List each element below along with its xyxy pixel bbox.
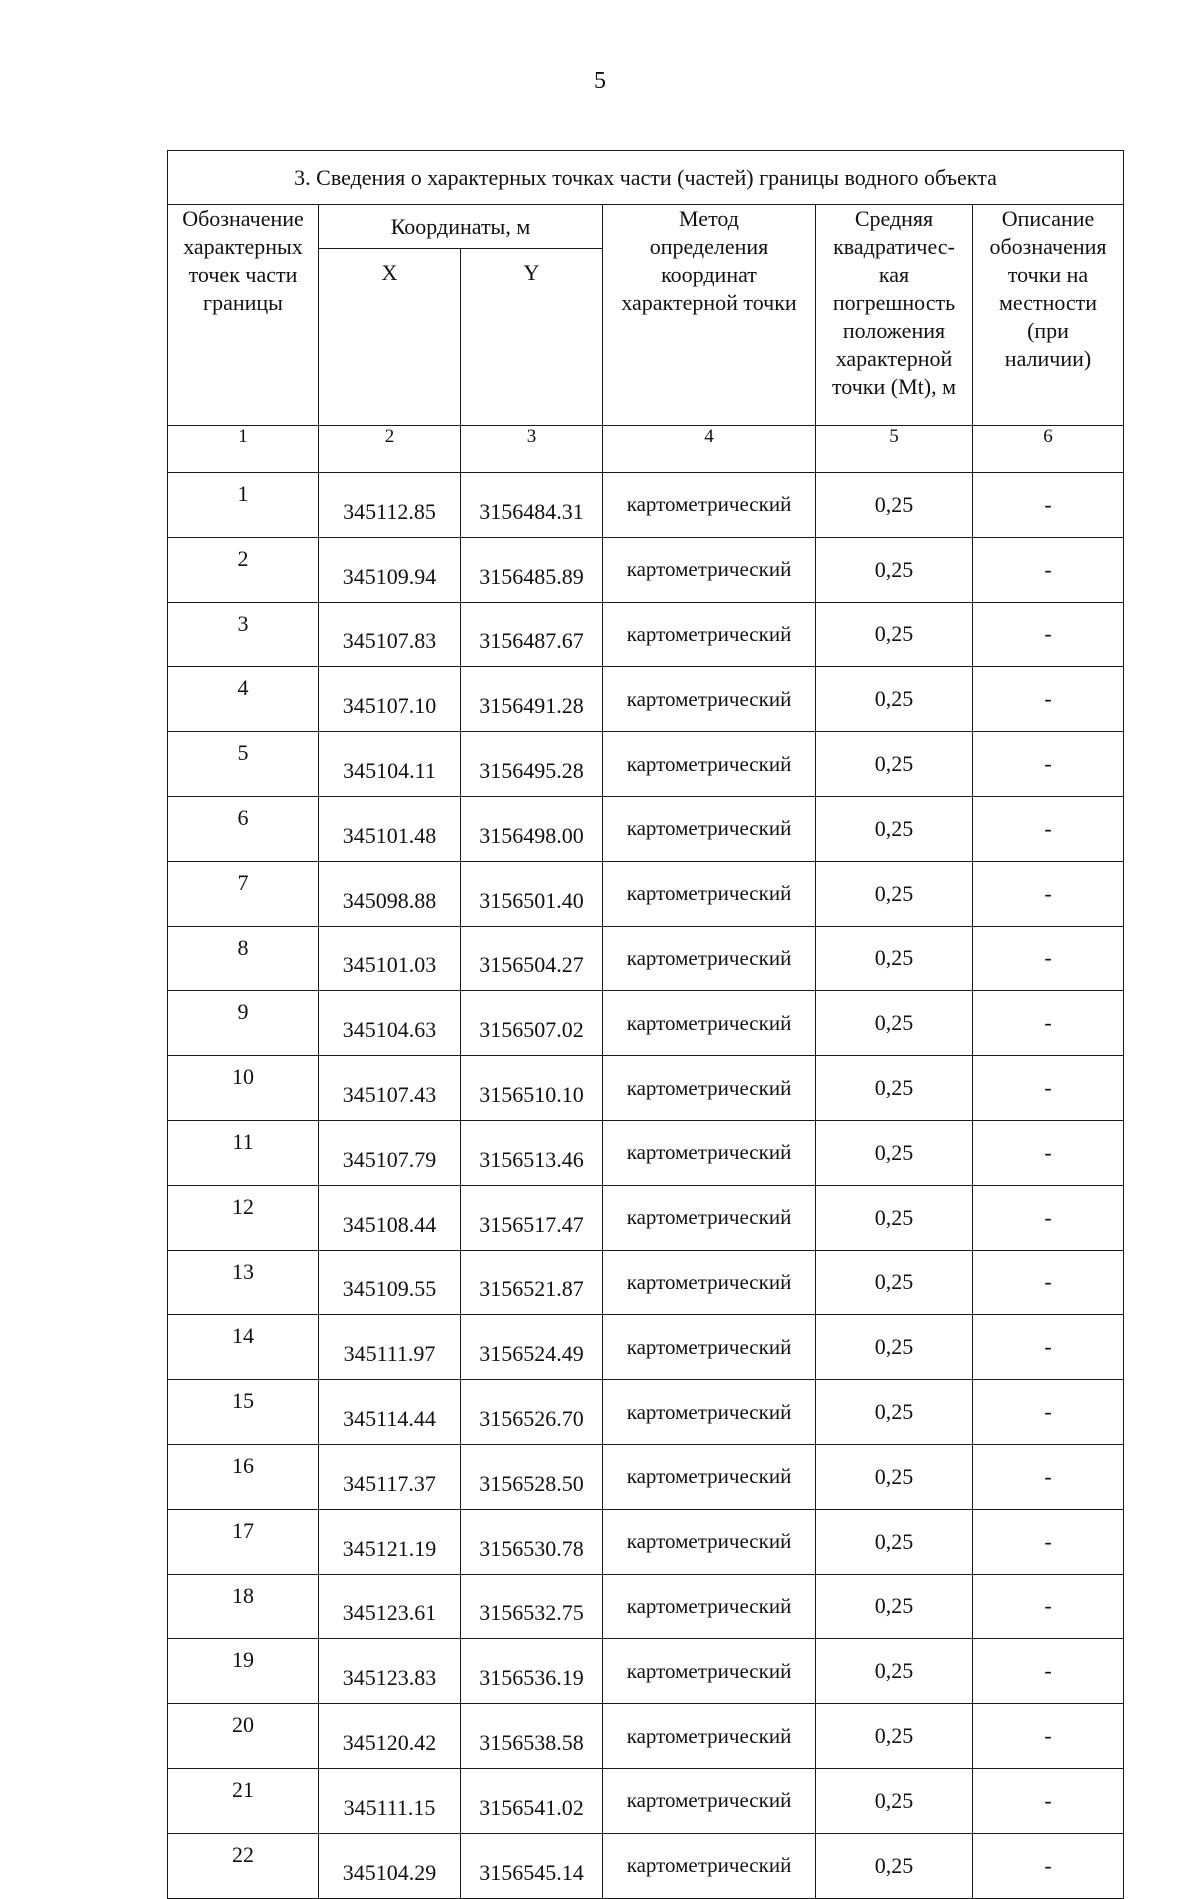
description-cell: - bbox=[973, 926, 1124, 991]
table-row bbox=[168, 1833, 1124, 1898]
coordinate-y-cell: 3156498.00 bbox=[461, 796, 603, 861]
description-cell: - bbox=[973, 1250, 1124, 1315]
coordinate-y-cell: 3156487.67 bbox=[461, 602, 603, 667]
error-value-cell: 0,25 bbox=[816, 1639, 973, 1704]
header-method: Метод определения координат характерной точки bbox=[603, 205, 816, 426]
method-cell: картометрический bbox=[603, 1833, 816, 1898]
description-cell: - bbox=[973, 1509, 1124, 1574]
description-cell: - bbox=[973, 1704, 1124, 1769]
error-value-cell: 0,25 bbox=[816, 1056, 973, 1121]
point-number-cell: 21 bbox=[168, 1768, 319, 1833]
error-value-cell: 0,25 bbox=[816, 1120, 973, 1185]
point-number-cell: 12 bbox=[168, 1185, 319, 1250]
table-row bbox=[168, 1509, 1124, 1574]
description-cell: - bbox=[973, 1639, 1124, 1704]
description-cell: - bbox=[973, 861, 1124, 926]
description-cell: - bbox=[973, 1444, 1124, 1509]
point-number-cell: 16 bbox=[168, 1444, 319, 1509]
error-value-cell: 0,25 bbox=[816, 1185, 973, 1250]
method-cell: картометрический bbox=[603, 1509, 816, 1574]
error-value-cell: 0,25 bbox=[816, 926, 973, 991]
coordinate-y-cell: 3156507.02 bbox=[461, 991, 603, 1056]
error-value-cell: 0,25 bbox=[816, 667, 973, 732]
coordinate-x-cell: 345104.29 bbox=[319, 1833, 461, 1898]
coordinate-x-cell: 345111.97 bbox=[319, 1315, 461, 1380]
header-x: X bbox=[319, 249, 461, 426]
column-number: 4 bbox=[603, 426, 816, 473]
table-row bbox=[168, 473, 1124, 538]
point-number-cell: 3 bbox=[168, 602, 319, 667]
method-cell: картометрический bbox=[603, 1444, 816, 1509]
point-number-cell: 18 bbox=[168, 1574, 319, 1639]
error-value-cell: 0,25 bbox=[816, 861, 973, 926]
coordinate-x-cell: 345098.88 bbox=[319, 861, 461, 926]
error-value-cell: 0,25 bbox=[816, 1250, 973, 1315]
method-cell: картометрический bbox=[603, 926, 816, 991]
table-row bbox=[168, 1185, 1124, 1250]
method-cell: картометрический bbox=[603, 537, 816, 602]
description-cell: - bbox=[973, 1380, 1124, 1445]
error-value-cell: 0,25 bbox=[816, 732, 973, 797]
coordinate-y-cell: 3156526.70 bbox=[461, 1380, 603, 1445]
method-cell: картометрический bbox=[603, 667, 816, 732]
coordinate-y-cell: 3156491.28 bbox=[461, 667, 603, 732]
method-cell: картометрический bbox=[603, 732, 816, 797]
table-title: 3. Сведения о характерных точках части (частей) границы водного объекта bbox=[168, 151, 1124, 205]
point-number-cell: 11 bbox=[168, 1120, 319, 1185]
description-cell: - bbox=[973, 1185, 1124, 1250]
method-cell: картометрический bbox=[603, 1185, 816, 1250]
table-row bbox=[168, 1315, 1124, 1380]
column-number: 1 bbox=[168, 426, 319, 473]
error-value-cell: 0,25 bbox=[816, 1509, 973, 1574]
method-cell: картометрический bbox=[603, 1639, 816, 1704]
method-cell: картометрический bbox=[603, 1056, 816, 1121]
coordinate-x-cell: 345120.42 bbox=[319, 1704, 461, 1769]
coordinate-x-cell: 345123.61 bbox=[319, 1574, 461, 1639]
description-cell: - bbox=[973, 667, 1124, 732]
error-value-cell: 0,25 bbox=[816, 602, 973, 667]
point-number-cell: 9 bbox=[168, 991, 319, 1056]
coordinate-x-cell: 345109.94 bbox=[319, 537, 461, 602]
description-cell: - bbox=[973, 1056, 1124, 1121]
coordinate-y-cell: 3156538.58 bbox=[461, 1704, 603, 1769]
method-cell: картометрический bbox=[603, 1380, 816, 1445]
method-cell: картометрический bbox=[603, 1704, 816, 1769]
point-number-cell: 14 bbox=[168, 1315, 319, 1380]
table-row bbox=[168, 1704, 1124, 1769]
coordinate-x-cell: 345117.37 bbox=[319, 1444, 461, 1509]
description-cell: - bbox=[973, 537, 1124, 602]
coordinate-y-cell: 3156532.75 bbox=[461, 1574, 603, 1639]
coordinate-x-cell: 345111.15 bbox=[319, 1768, 461, 1833]
coordinate-x-cell: 345104.63 bbox=[319, 991, 461, 1056]
coordinate-x-cell: 345107.83 bbox=[319, 602, 461, 667]
point-number-cell: 6 bbox=[168, 796, 319, 861]
table-row bbox=[168, 991, 1124, 1056]
point-number-cell: 10 bbox=[168, 1056, 319, 1121]
column-number: 2 bbox=[319, 426, 461, 473]
coordinate-y-cell: 3156495.28 bbox=[461, 732, 603, 797]
header-description: Описание обозначения точки на местности (при наличии) bbox=[973, 205, 1124, 426]
point-number-cell: 20 bbox=[168, 1704, 319, 1769]
table-row bbox=[168, 1250, 1124, 1315]
coordinate-x-cell: 345114.44 bbox=[319, 1380, 461, 1445]
description-cell: - bbox=[973, 732, 1124, 797]
table-row bbox=[168, 1380, 1124, 1445]
coordinate-y-cell: 3156528.50 bbox=[461, 1444, 603, 1509]
coordinate-y-cell: 3156501.40 bbox=[461, 861, 603, 926]
coordinate-x-cell: 345101.03 bbox=[319, 926, 461, 991]
table-row bbox=[168, 861, 1124, 926]
coordinate-x-cell: 345107.10 bbox=[319, 667, 461, 732]
point-number-cell: 2 bbox=[168, 537, 319, 602]
error-value-cell: 0,25 bbox=[816, 991, 973, 1056]
coordinate-x-cell: 345109.55 bbox=[319, 1250, 461, 1315]
point-number-cell: 15 bbox=[168, 1380, 319, 1445]
table-row bbox=[168, 926, 1124, 991]
table-row bbox=[168, 1444, 1124, 1509]
coordinate-y-cell: 3156504.27 bbox=[461, 926, 603, 991]
method-cell: картометрический bbox=[603, 1768, 816, 1833]
page-number: 5 bbox=[594, 68, 606, 94]
point-number-cell: 17 bbox=[168, 1509, 319, 1574]
error-value-cell: 0,25 bbox=[816, 473, 973, 538]
column-number: 3 bbox=[461, 426, 603, 473]
description-cell: - bbox=[973, 1833, 1124, 1898]
description-cell: - bbox=[973, 473, 1124, 538]
coordinate-x-cell: 345107.79 bbox=[319, 1120, 461, 1185]
boundary-points-table bbox=[167, 150, 1124, 1899]
point-number-cell: 4 bbox=[168, 667, 319, 732]
point-number-cell: 5 bbox=[168, 732, 319, 797]
description-cell: - bbox=[973, 1574, 1124, 1639]
method-cell: картометрический bbox=[603, 861, 816, 926]
error-value-cell: 0,25 bbox=[816, 1704, 973, 1769]
table-row bbox=[168, 1120, 1124, 1185]
table-row bbox=[168, 1056, 1124, 1121]
error-value-cell: 0,25 bbox=[816, 1833, 973, 1898]
table-row bbox=[168, 667, 1124, 732]
coordinate-x-cell: 345123.83 bbox=[319, 1639, 461, 1704]
coordinate-x-cell: 345121.19 bbox=[319, 1509, 461, 1574]
method-cell: картометрический bbox=[603, 991, 816, 1056]
table-row bbox=[168, 796, 1124, 861]
error-value-cell: 0,25 bbox=[816, 1768, 973, 1833]
coordinate-x-cell: 345107.43 bbox=[319, 1056, 461, 1121]
error-value-cell: 0,25 bbox=[816, 537, 973, 602]
description-cell: - bbox=[973, 796, 1124, 861]
header-coordinates: Координаты, м bbox=[319, 205, 603, 249]
header-point-designation: Обозначение характерных точек части границы bbox=[168, 205, 319, 426]
error-value-cell: 0,25 bbox=[816, 1444, 973, 1509]
method-cell: картометрический bbox=[603, 1250, 816, 1315]
coordinate-x-cell: 345101.48 bbox=[319, 796, 461, 861]
coordinate-y-cell: 3156517.47 bbox=[461, 1185, 603, 1250]
coordinate-y-cell: 3156521.87 bbox=[461, 1250, 603, 1315]
description-cell: - bbox=[973, 1315, 1124, 1380]
table-row bbox=[168, 602, 1124, 667]
description-cell: - bbox=[973, 991, 1124, 1056]
coordinate-y-cell: 3156485.89 bbox=[461, 537, 603, 602]
method-cell: картометрический bbox=[603, 1315, 816, 1380]
coordinate-y-cell: 3156541.02 bbox=[461, 1768, 603, 1833]
point-number-cell: 8 bbox=[168, 926, 319, 991]
coordinate-y-cell: 3156530.78 bbox=[461, 1509, 603, 1574]
coordinate-y-cell: 3156484.31 bbox=[461, 473, 603, 538]
point-number-cell: 7 bbox=[168, 861, 319, 926]
method-cell: картометрический bbox=[603, 1574, 816, 1639]
error-value-cell: 0,25 bbox=[816, 796, 973, 861]
column-number: 6 bbox=[973, 426, 1124, 473]
error-value-cell: 0,25 bbox=[816, 1574, 973, 1639]
column-number: 5 bbox=[816, 426, 973, 473]
table-row bbox=[168, 537, 1124, 602]
coordinate-x-cell: 345112.85 bbox=[319, 473, 461, 538]
table-row bbox=[168, 732, 1124, 797]
method-cell: картометрический bbox=[603, 602, 816, 667]
table-row bbox=[168, 1574, 1124, 1639]
point-number-cell: 19 bbox=[168, 1639, 319, 1704]
method-cell: картометрический bbox=[603, 1120, 816, 1185]
description-cell: - bbox=[973, 1768, 1124, 1833]
coordinate-y-cell: 3156545.14 bbox=[461, 1833, 603, 1898]
coordinate-y-cell: 3156510.10 bbox=[461, 1056, 603, 1121]
coordinate-x-cell: 345104.11 bbox=[319, 732, 461, 797]
coordinate-x-cell: 345108.44 bbox=[319, 1185, 461, 1250]
method-cell: картометрический bbox=[603, 473, 816, 538]
point-number-cell: 1 bbox=[168, 473, 319, 538]
header-mean-square-error: Средняя квадратичес- кая погрешность положения характерной точки (Mt), м bbox=[816, 205, 973, 426]
coordinate-y-cell: 3156536.19 bbox=[461, 1639, 603, 1704]
point-number-cell: 22 bbox=[168, 1833, 319, 1898]
method-cell: картометрический bbox=[603, 796, 816, 861]
coordinate-y-cell: 3156513.46 bbox=[461, 1120, 603, 1185]
description-cell: - bbox=[973, 602, 1124, 667]
description-cell: - bbox=[973, 1120, 1124, 1185]
table-row bbox=[168, 1768, 1124, 1833]
table-row bbox=[168, 1639, 1124, 1704]
point-number-cell: 13 bbox=[168, 1250, 319, 1315]
coordinate-y-cell: 3156524.49 bbox=[461, 1315, 603, 1380]
error-value-cell: 0,25 bbox=[816, 1315, 973, 1380]
header-y: Y bbox=[461, 249, 603, 426]
error-value-cell: 0,25 bbox=[816, 1380, 973, 1445]
